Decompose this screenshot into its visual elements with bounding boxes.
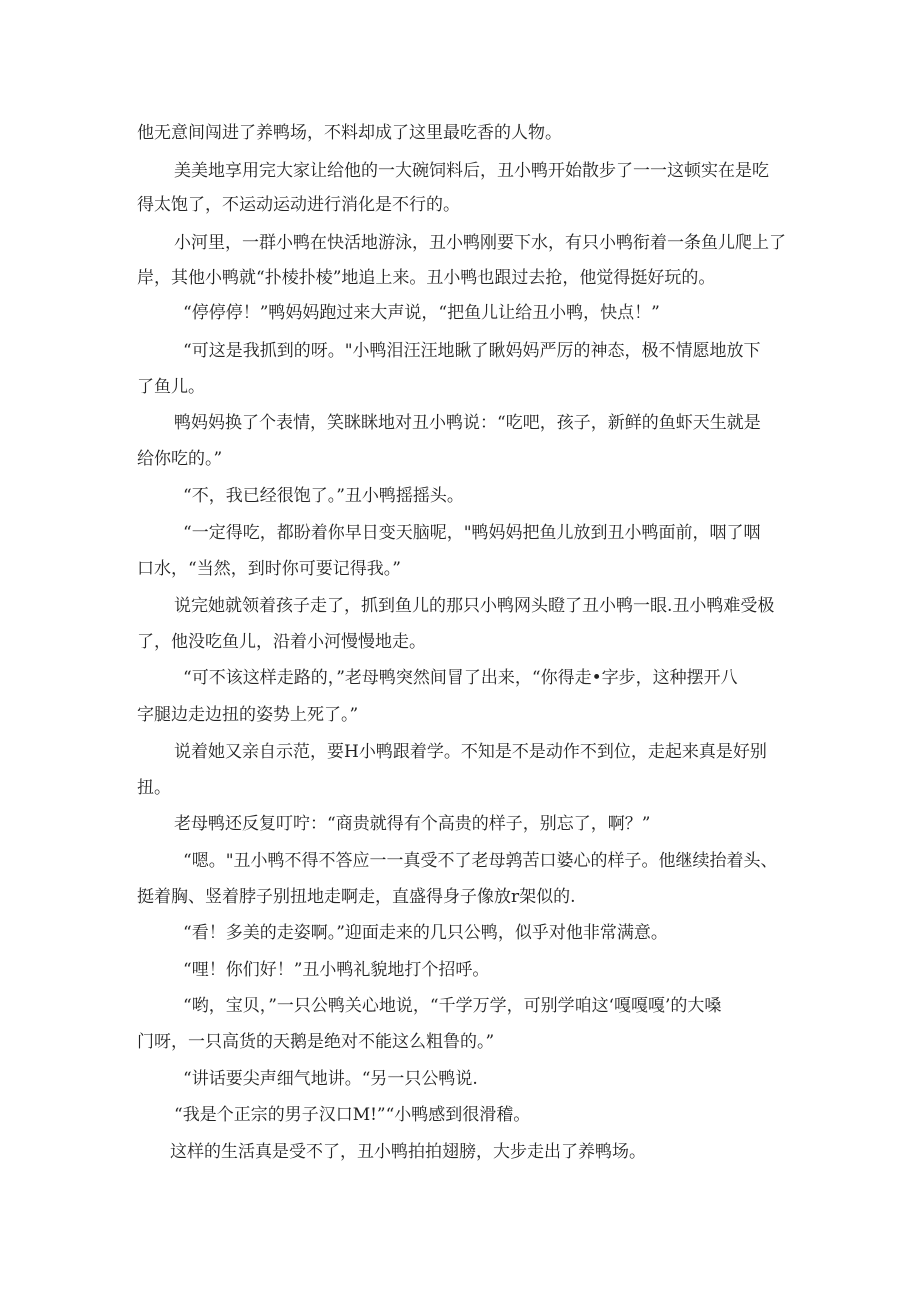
text-line: 说着她又亲自示范，要H小鸭跟着学。不知是不是动作不到位，走起来真是好别 bbox=[174, 742, 767, 762]
text-line: 他无意间闯进了养鸭场，不料却成了这里最吃香的人物。 bbox=[137, 123, 562, 143]
text-line: 老母鸭还反复叮咛：“商贵就得有个高贵的样子，别忘了，啊？” bbox=[174, 814, 651, 834]
text-line: 这样的生活真是受不了，丑小鸭拍拍翅膀，大步走出了养鸭场。 bbox=[170, 1142, 646, 1162]
text-line: 扭。 bbox=[137, 778, 171, 798]
text-line: “可这是我抓到的呀。"小鸭泪汪汪地瞅了瞅妈妈严厉的神态，极不情愿地放下 bbox=[183, 341, 761, 361]
text-line: 了鱼儿。 bbox=[137, 377, 205, 397]
text-line: 给你吃的。” bbox=[137, 449, 223, 469]
text-line: “讲话要尖声细气地讲。“另一只公鸭说. bbox=[183, 1069, 478, 1089]
text-line: 字腿边走边扭的姿势上死了。” bbox=[137, 705, 359, 725]
text-line: “我是个正宗的男子汉口M!”“小鸭感到很滑稽。 bbox=[174, 1105, 531, 1125]
text-line: 了，他没吃鱼儿，沿着小河慢慢地走。 bbox=[137, 632, 426, 652]
text-line: 鸭妈妈换了个表情，笑眯眯地对丑小鸭说：“吃吧，孩子，新鲜的鱼虾天生就是 bbox=[174, 413, 761, 433]
text-line: “不，我已经很饱了。”丑小鸭摇摇头。 bbox=[183, 486, 464, 506]
text-line: “嗯。"丑小鸭不得不答应一一真受不了老母鹑苦口婆心的样子。他继续抬着头、 bbox=[183, 851, 778, 871]
text-line: “可不该这样走路的，”老母鸭突然间冒了出来，“你得走•字步，这种摆开八 bbox=[183, 668, 738, 688]
text-line: “停停停！”鸭妈妈跑过来大声说，“把鱼儿让给丑小鸭，快点！” bbox=[183, 303, 660, 323]
text-line: 门呀，一只高货的天鹅是绝对不能这么粗鲁的。” bbox=[137, 1032, 495, 1052]
text-line: “哩！你们好！”丑小鸭礼貌地打个招呼。 bbox=[183, 960, 490, 980]
text-line: 岸，其他小鸭就“扑棱扑棱”地追上来。丑小鸭也跟过去抢，他觉得挺好玩的。 bbox=[137, 268, 716, 288]
text-line: “哟，宝贝，”一只公鸭关心地说，“千学万学，可别学咱这‘嘎嘎嘎’的大嗓 bbox=[183, 996, 722, 1016]
text-line: 挺着胸、竖着脖子别扭地走啊走，直盛得身子像放r架似的. bbox=[137, 887, 576, 907]
text-line: 得太饱了，不运动运动进行消化是不行的。 bbox=[137, 195, 460, 215]
text-line: 美美地享用完大家让给他的一大碗饲料后，丑小鸭开始散步了一一这顿实在是吃 bbox=[174, 161, 769, 181]
text-line: “一定得吃，都盼着你早日变天脑呢，"鸭妈妈把鱼儿放到丑小鸭面前，咽了咽 bbox=[183, 523, 761, 543]
text-line: 口水，“当然，到时你可要记得我。” bbox=[137, 559, 401, 579]
text-line: 说完她就领着孩子走了，抓到鱼儿的那只小鸭网头瞪了丑小鸭一眼.丑小鸭难受极 bbox=[174, 596, 775, 616]
text-line: “看！多美的走姿啊。”迎面走来的几只公鸭，似乎对他非常满意。 bbox=[183, 923, 668, 943]
text-line: 小河里，一群小鸭在快活地游泳，丑小鸭刚要下水，有只小鸭衔着一条鱼儿爬上了 bbox=[174, 233, 786, 253]
